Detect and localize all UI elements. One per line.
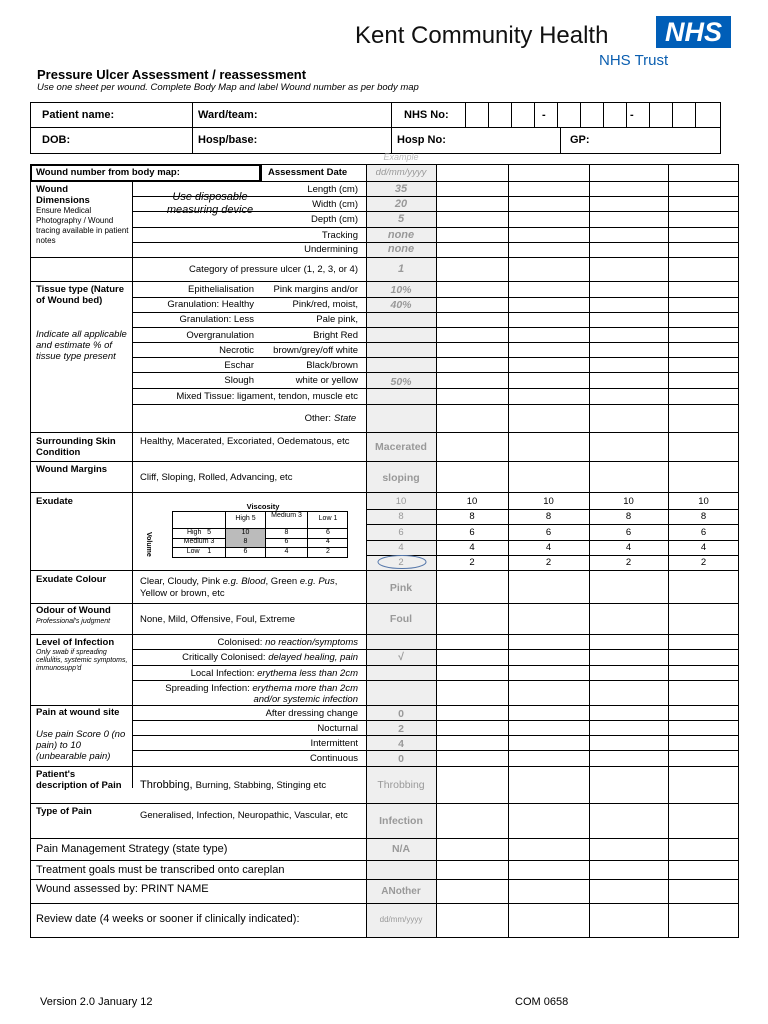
pain-description-value: Throbbing	[377, 779, 425, 791]
dimensions-title: Wound Dimensions	[36, 184, 90, 206]
margins-title: Wound Margins	[36, 464, 108, 475]
visc-cell: 4	[284, 548, 289, 555]
visc-cell: 8	[284, 529, 289, 536]
scale-col4-2: 2	[700, 557, 707, 568]
margins-desc: Cliff, Sloping, Rolled, Advancing, etc	[140, 472, 293, 483]
continuous-label: Continuous	[309, 753, 358, 764]
surrounding-title: Surrounding Skin Condition	[36, 436, 116, 458]
nhs-dash-1: -	[542, 109, 546, 121]
hosp-no-label: Hosp No:	[397, 134, 446, 146]
ward-label: Ward/team:	[198, 109, 258, 121]
visc-cell: 6	[284, 538, 289, 545]
tracking-label: Tracking	[321, 230, 358, 241]
depth-value: 5	[397, 213, 405, 225]
patient-details-box	[30, 102, 721, 154]
assessed-by-value: ANother	[381, 886, 421, 897]
epithelialisation-label: Epithelialisation	[187, 284, 254, 295]
intermittent-label: Intermittent	[310, 738, 358, 749]
visc-cell: 10	[241, 529, 250, 536]
overgranulation-label: Overgranulation	[186, 330, 254, 341]
pain-description-title: Patient's description of Pain	[36, 769, 122, 791]
undermining-label: Undermining	[304, 244, 358, 255]
hosp-base-label: Hosp/base:	[198, 134, 258, 146]
margins-value: sloping	[382, 472, 420, 484]
slough-label: Slough	[224, 375, 254, 386]
scale-example-8: 8	[398, 511, 404, 522]
necrotic-desc: brown/grey/off white	[273, 345, 358, 356]
infection-title: Level of Infection	[36, 637, 115, 648]
visc-cell: 4	[326, 538, 330, 545]
form-subtitle: Use one sheet per wound. Complete Body Map and label Wound number as per body map	[37, 82, 419, 93]
form-code: COM 0658	[515, 996, 569, 1008]
scale-col3-2: 2	[625, 557, 632, 568]
critically-colonised-check: √	[398, 651, 404, 663]
scale-col2-4: 4	[545, 542, 552, 553]
exudate-selection-circle	[376, 554, 428, 570]
review-date-value: dd/mm/yyyy	[379, 915, 423, 924]
epithelialisation-value: 10%	[390, 284, 412, 296]
local-infection-label: Local Infection: erythema less than 2cm	[190, 668, 358, 679]
exudate-colour-title: Exudate Colour	[36, 574, 107, 585]
assessment-date-value: dd/mm/yyyy	[375, 167, 427, 178]
scale-col1-10: 10	[466, 496, 478, 507]
granulation-healthy-value: 40%	[390, 299, 412, 311]
scale-col3-8: 8	[625, 511, 632, 522]
nocturnal-value: 2	[398, 723, 404, 735]
gp-label: GP:	[570, 134, 590, 146]
necrotic-label: Necrotic	[219, 345, 254, 356]
type-of-pain-value: Infection	[379, 815, 423, 827]
pain-description-desc: Throbbing, Burning, Stabbing, Stinging etc	[140, 779, 327, 791]
nhs-logo: NHS	[656, 16, 731, 48]
scale-col1-2: 2	[469, 557, 475, 568]
nhs-dash-2: -	[630, 109, 634, 121]
scale-example-4: 4	[398, 542, 404, 553]
scale-col1-4: 4	[469, 542, 475, 553]
visc-row-1-label: Medium 3	[183, 538, 215, 545]
dob-label: DOB:	[42, 134, 71, 146]
exudate-colour-value: Pink	[389, 582, 413, 594]
version-label: Version 2.0 January 12	[40, 996, 153, 1008]
wound-number-label: Wound number from body map:	[36, 167, 180, 178]
pain-note: Use pain Score 0 (no pain) to 10 (unbearable pain)	[36, 729, 126, 762]
treatment-label: Treatment goals must be transcribed onto careplan	[36, 864, 285, 876]
intermittent-value: 4	[398, 738, 404, 750]
org-name: Kent Community Health	[355, 22, 609, 49]
visc-row-2-label: Low 1	[186, 548, 212, 555]
use-disposable-note: Use disposable measuring device	[166, 191, 254, 216]
width-label: Width (cm)	[312, 199, 358, 210]
mixed-tissue-label: Mixed Tissue: ligament, tendon, muscle etc	[176, 391, 358, 402]
scale-col3-4: 4	[625, 542, 632, 553]
granulation-less-desc: Pale pink,	[316, 314, 358, 325]
tissue-note: Indicate all applicable and estimate % of tissue type present	[36, 329, 127, 362]
scale-col2-10: 10	[543, 496, 554, 507]
surrounding-desc: Healthy, Macerated, Excoriated, Oedematous, etc	[140, 436, 350, 447]
visc-col-0: High 5	[235, 515, 256, 522]
epithelialisation-desc: Pink margins and/or	[273, 284, 358, 295]
scale-col3-6: 6	[625, 527, 632, 538]
viscosity-label: Viscosity	[246, 502, 280, 511]
colonised-label: Colonised: no reaction/symptoms	[217, 637, 358, 648]
after-dressing-value: 0	[398, 708, 404, 720]
assessment-date-label: Assessment Date	[268, 167, 348, 178]
odour-desc: None, Mild, Offensive, Foul, Extreme	[140, 614, 296, 625]
scale-col1-8: 8	[469, 511, 475, 522]
scale-col4-6: 6	[700, 527, 707, 538]
strategy-value: N/A	[391, 843, 411, 855]
scale-example-2: 2	[398, 557, 404, 568]
category-value: 1	[397, 263, 405, 275]
undermining-value: none	[387, 243, 415, 255]
odour-title: Odour of Wound	[36, 605, 111, 616]
scale-col1-6: 6	[469, 527, 475, 538]
scale-col3-10: 10	[623, 496, 634, 507]
other-state: State	[334, 413, 357, 424]
trust-name: NHS Trust	[599, 52, 669, 69]
scale-col2-2: 2	[545, 557, 552, 568]
granulation-healthy-label: Granulation: Healthy	[167, 299, 254, 310]
category-label: Category of pressure ulcer (1, 2, 3, or 4)	[189, 264, 358, 275]
other-label: Other:	[304, 413, 331, 424]
patient-name-label: Patient name:	[42, 109, 115, 121]
odour-note: Professional's judgment	[36, 618, 111, 625]
continuous-value: 0	[398, 753, 404, 765]
dimensions-note: Ensure Medical Photography / Wound tracing available in patient notes	[36, 206, 129, 245]
visc-cell: 2	[326, 548, 330, 555]
odour-value: Foul	[389, 613, 413, 625]
scale-example-6: 6	[398, 527, 404, 538]
overgranulation-desc: Bright Red	[313, 330, 358, 341]
eschar-desc: Black/brown	[306, 360, 358, 371]
tissue-title: Tissue type (Nature of Wound bed)	[36, 284, 124, 306]
scale-col4-10: 10	[698, 496, 709, 507]
visc-col-2: Low 1	[318, 515, 338, 522]
eschar-label: Eschar	[224, 360, 254, 371]
surrounding-value: Macerated	[375, 441, 427, 453]
exudate-title: Exudate	[36, 496, 73, 507]
spreading-infection-label: Spreading Infection: erythema more than 2cm	[165, 683, 358, 694]
infection-note: Only swab if spreading cellulitis, systemic symptoms, immunosupp'd	[36, 649, 128, 672]
critically-colonised-label: Critically Colonised: delayed healing, pain	[182, 652, 358, 663]
granulation-healthy-desc: Pink/red, moist,	[292, 299, 358, 310]
length-label: Length (cm)	[307, 184, 358, 195]
depth-label: Depth (cm)	[311, 214, 358, 225]
granulation-less-label: Granulation: Less	[179, 314, 254, 325]
scale-col2-6: 6	[545, 527, 552, 538]
assessed-by-label: Wound assessed by: PRINT NAME	[36, 883, 209, 895]
slough-desc: white or yellow	[295, 375, 358, 386]
slough-value: 50%	[390, 376, 412, 388]
strategy-label: Pain Management Strategy (state type)	[36, 843, 228, 855]
volume-label: Volume	[145, 532, 152, 557]
type-of-pain-desc: Generalised, Infection, Neuropathic, Vascular, etc	[140, 810, 348, 821]
form-title: Pressure Ulcer Assessment / reassessment	[37, 67, 307, 82]
exudate-colour-desc-2: Yellow or brown, etc	[140, 588, 225, 599]
after-dressing-label: After dressing change	[265, 708, 358, 719]
nocturnal-label: Nocturnal	[317, 723, 358, 734]
width-value: 20	[394, 198, 408, 210]
length-value: 35	[394, 183, 408, 195]
type-of-pain-title: Type of Pain	[36, 806, 92, 817]
exudate-colour-desc: Clear, Cloudy, Pink e.g. Blood, Green e.g. Pus,	[140, 576, 338, 587]
review-date-label: Review date (4 weeks or sooner if clinically indicated):	[36, 913, 300, 925]
visc-cell: 6	[326, 529, 330, 536]
scale-example-10: 10	[395, 496, 407, 507]
visc-row-0-label: High 5	[186, 529, 212, 536]
scale-col4-8: 8	[700, 511, 707, 522]
nhs-no-label: NHS No:	[404, 109, 449, 121]
tracking-value: none	[387, 229, 415, 241]
pain-title: Pain at wound site	[36, 707, 120, 718]
spreading-infection-label-2: and/or systemic infection	[253, 694, 358, 705]
scale-col4-4: 4	[700, 542, 707, 553]
visc-col-1: Medium 3	[271, 512, 302, 519]
visc-cell: 6	[243, 548, 248, 555]
example-label: Example	[383, 152, 419, 162]
visc-cell: 8	[243, 538, 248, 545]
scale-col2-8: 8	[545, 511, 552, 522]
